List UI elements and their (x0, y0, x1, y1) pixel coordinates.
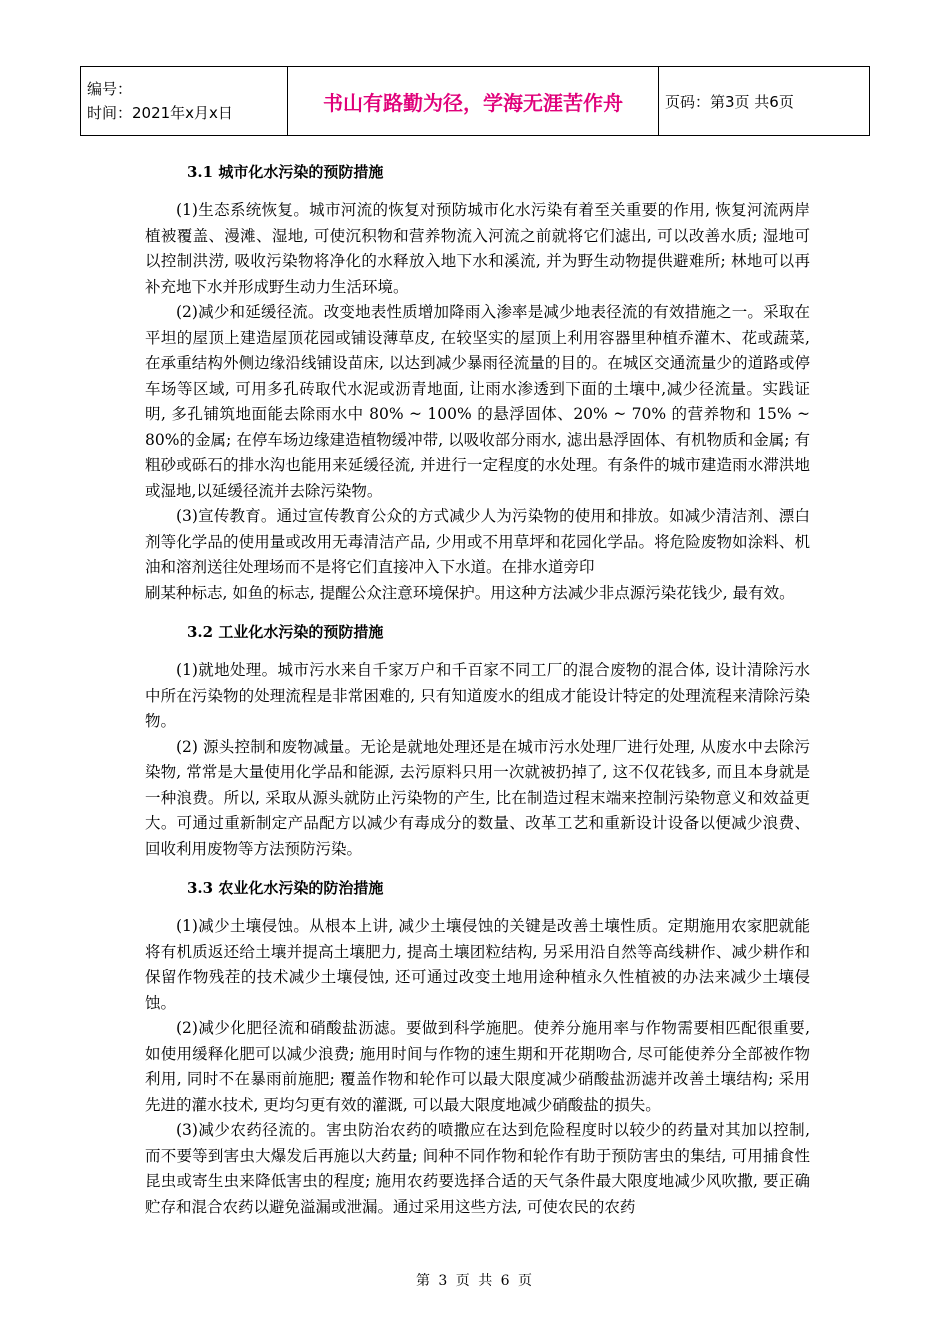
header-meta (81, 67, 288, 136)
paragraph: (2)减少和延缓径流。改变地表性质增加降雨入渗率是减少地表径流的有效措施之一。采取在平坦的屋顶上建造屋顶花园或铺设薄草皮, 在较坚实的屋顶上利用容器里种植乔灌木、花或蔬菜, 在承重结构外侧边缘沿线铺设苗床, 以达到减少暴雨径流量的目的。在城区交通流量少的道路或停车场等区域, 可用多孔砖取代水泥或沥青地面, 让雨水渗透到下面的土壤中,减少径流量。实践证明, 多孔铺筑地面能去除雨水中 80% ~ 100% 的悬浮固体、20% ~ 70% 的营养物和 15% ~ 80%的金属; 在停车场边缘建造植物缓冲带, 以吸收部分雨水, 滤出悬浮固体、有机物质和金属; 有粗砂或砾石的排水沟也能用来延缓径流, 并进行一定程度的水处理。有条件的城市建造雨水滞洪地或湿地,以延缓径流并去除污染物。 (145, 303, 810, 500)
section-title: 3.2 工业化水污染的预防措施 (187, 623, 384, 641)
paragraph: (2)减少化肥径流和硝酸盐沥滤。要做到科学施肥。使养分施用率与作物需要相匹配很重要, 如使用缓释化肥可以减少浪费; 施用时间与作物的速生期和开花期吻合, 尽可能使养分全部被作物利用, 同时不在暴雨前施肥; 覆盖作物和轮作可以最大限度减少硝酸盐沥滤并改善土壤结构; 采用先进的灌水技术, 更均匀更有效的灌溉, 可以最大限度地减少硝酸盐的损失。 (145, 1019, 810, 1114)
section-title: 3.1 城市化水污染的预防措施 (187, 163, 384, 181)
paragraph: (1)减少土壤侵蚀。从根本上讲, 减少土壤侵蚀的关键是改善土壤性质。定期施用农家肥就能将有机质返还给土壤并提高土壤肥力, 提高土壤团粒结构, 另采用沿自然等高线耕作、减少耕作和保留作物残茬的技术减少土壤侵蚀, 还可通过改变土地用途种植永久性植被的办法来减少土壤侵蚀。 (145, 917, 810, 1012)
header-page-number: 页码：第3页 共6页 (659, 67, 870, 136)
paragraph: (2) 源头控制和废物减量。无论是就地处理还是在城市污水处理厂进行处理, 从废水中去除污染物, 常常是大量使用化学品和能源, 去污原料只用一次就被扔掉了, 这不仅花钱多, 而且本身就是一种浪费。所以, 采取从源头就防止污染物的产生, 比在制造过程末端来控制污染物意义和效益更大。可通过重新制定产品配方以减少有毒成分的数量、改革工艺和重新设计设备以便减少浪费、回收利用废物等方法预防污染。 (145, 737, 810, 858)
paragraph: (1)就地处理。城市污水来自千家万户和千百家不同工厂的混合废物的混合体, 设计清除污水中所在污染物的处理流程是非常困难的, 只有知道废水的组成才能设计特定的处理流程来清除污染物。 (145, 661, 810, 730)
page-header (80, 66, 870, 136)
page-footer: 第 3 页 共 6 页 (415, 1273, 535, 1289)
document-number-label: 编号： (87, 80, 133, 98)
document-body (145, 158, 810, 1220)
paragraph: (1)生态系统恢复。城市河流的恢复对预防城市化水污染有着至关重要的作用, 恢复河流两岸植被覆盖、漫滩、湿地, 可使沉积物和营养物流入河流之前就将它们滤出, 可以改善水质; 湿地可以控制洪涝, 吸收污染物将净化的水释放入地下水和溪流, 并为野生动物提供避难所; 林地可以再补充地下水并形成野生动力生活环境。 (145, 201, 810, 296)
header-motto: 书山有路勤为径，学海无涯苦作舟 (288, 67, 659, 136)
paragraph: (3)宣传教育。通过宣传教育公众的方式减少人为污染物的使用和排放。如减少清洁剂、漂白剂等化学品的使用量或改用无毒清洁产品, 少用或不用草坪和花园化学品。将危险废物如涂料、机油和溶剂送往处理场而不是将它们直接冲入下水道。在排水道旁印 (145, 507, 810, 576)
paragraph: 刷某种标志, 如鱼的标志, 提醒公众注意环境保护。用这种方法减少非点源污染花钱少, 最有效。 (145, 583, 795, 602)
paragraph: (3)减少农药径流的。害虫防治农药的喷撒应在达到危险程度时以较少的药量对其加以控制, 而不要等到害虫大爆发后再施以大药量; 间种不同作物和轮作有助于预防害虫的集结, 可用捕食性昆虫或寄生虫来降低害虫的程度; 施用农药要选择合适的天气条件最大限度地减少风吹撒, 要正确贮存和混合农药以避免溢漏或泄漏。通过采用这些方法, 可使农民的农药 (145, 1121, 810, 1216)
document-time-label: 时间：2021年x月x日 (87, 104, 233, 122)
section-title: 3.3 农业化水污染的防治措施 (187, 879, 384, 897)
